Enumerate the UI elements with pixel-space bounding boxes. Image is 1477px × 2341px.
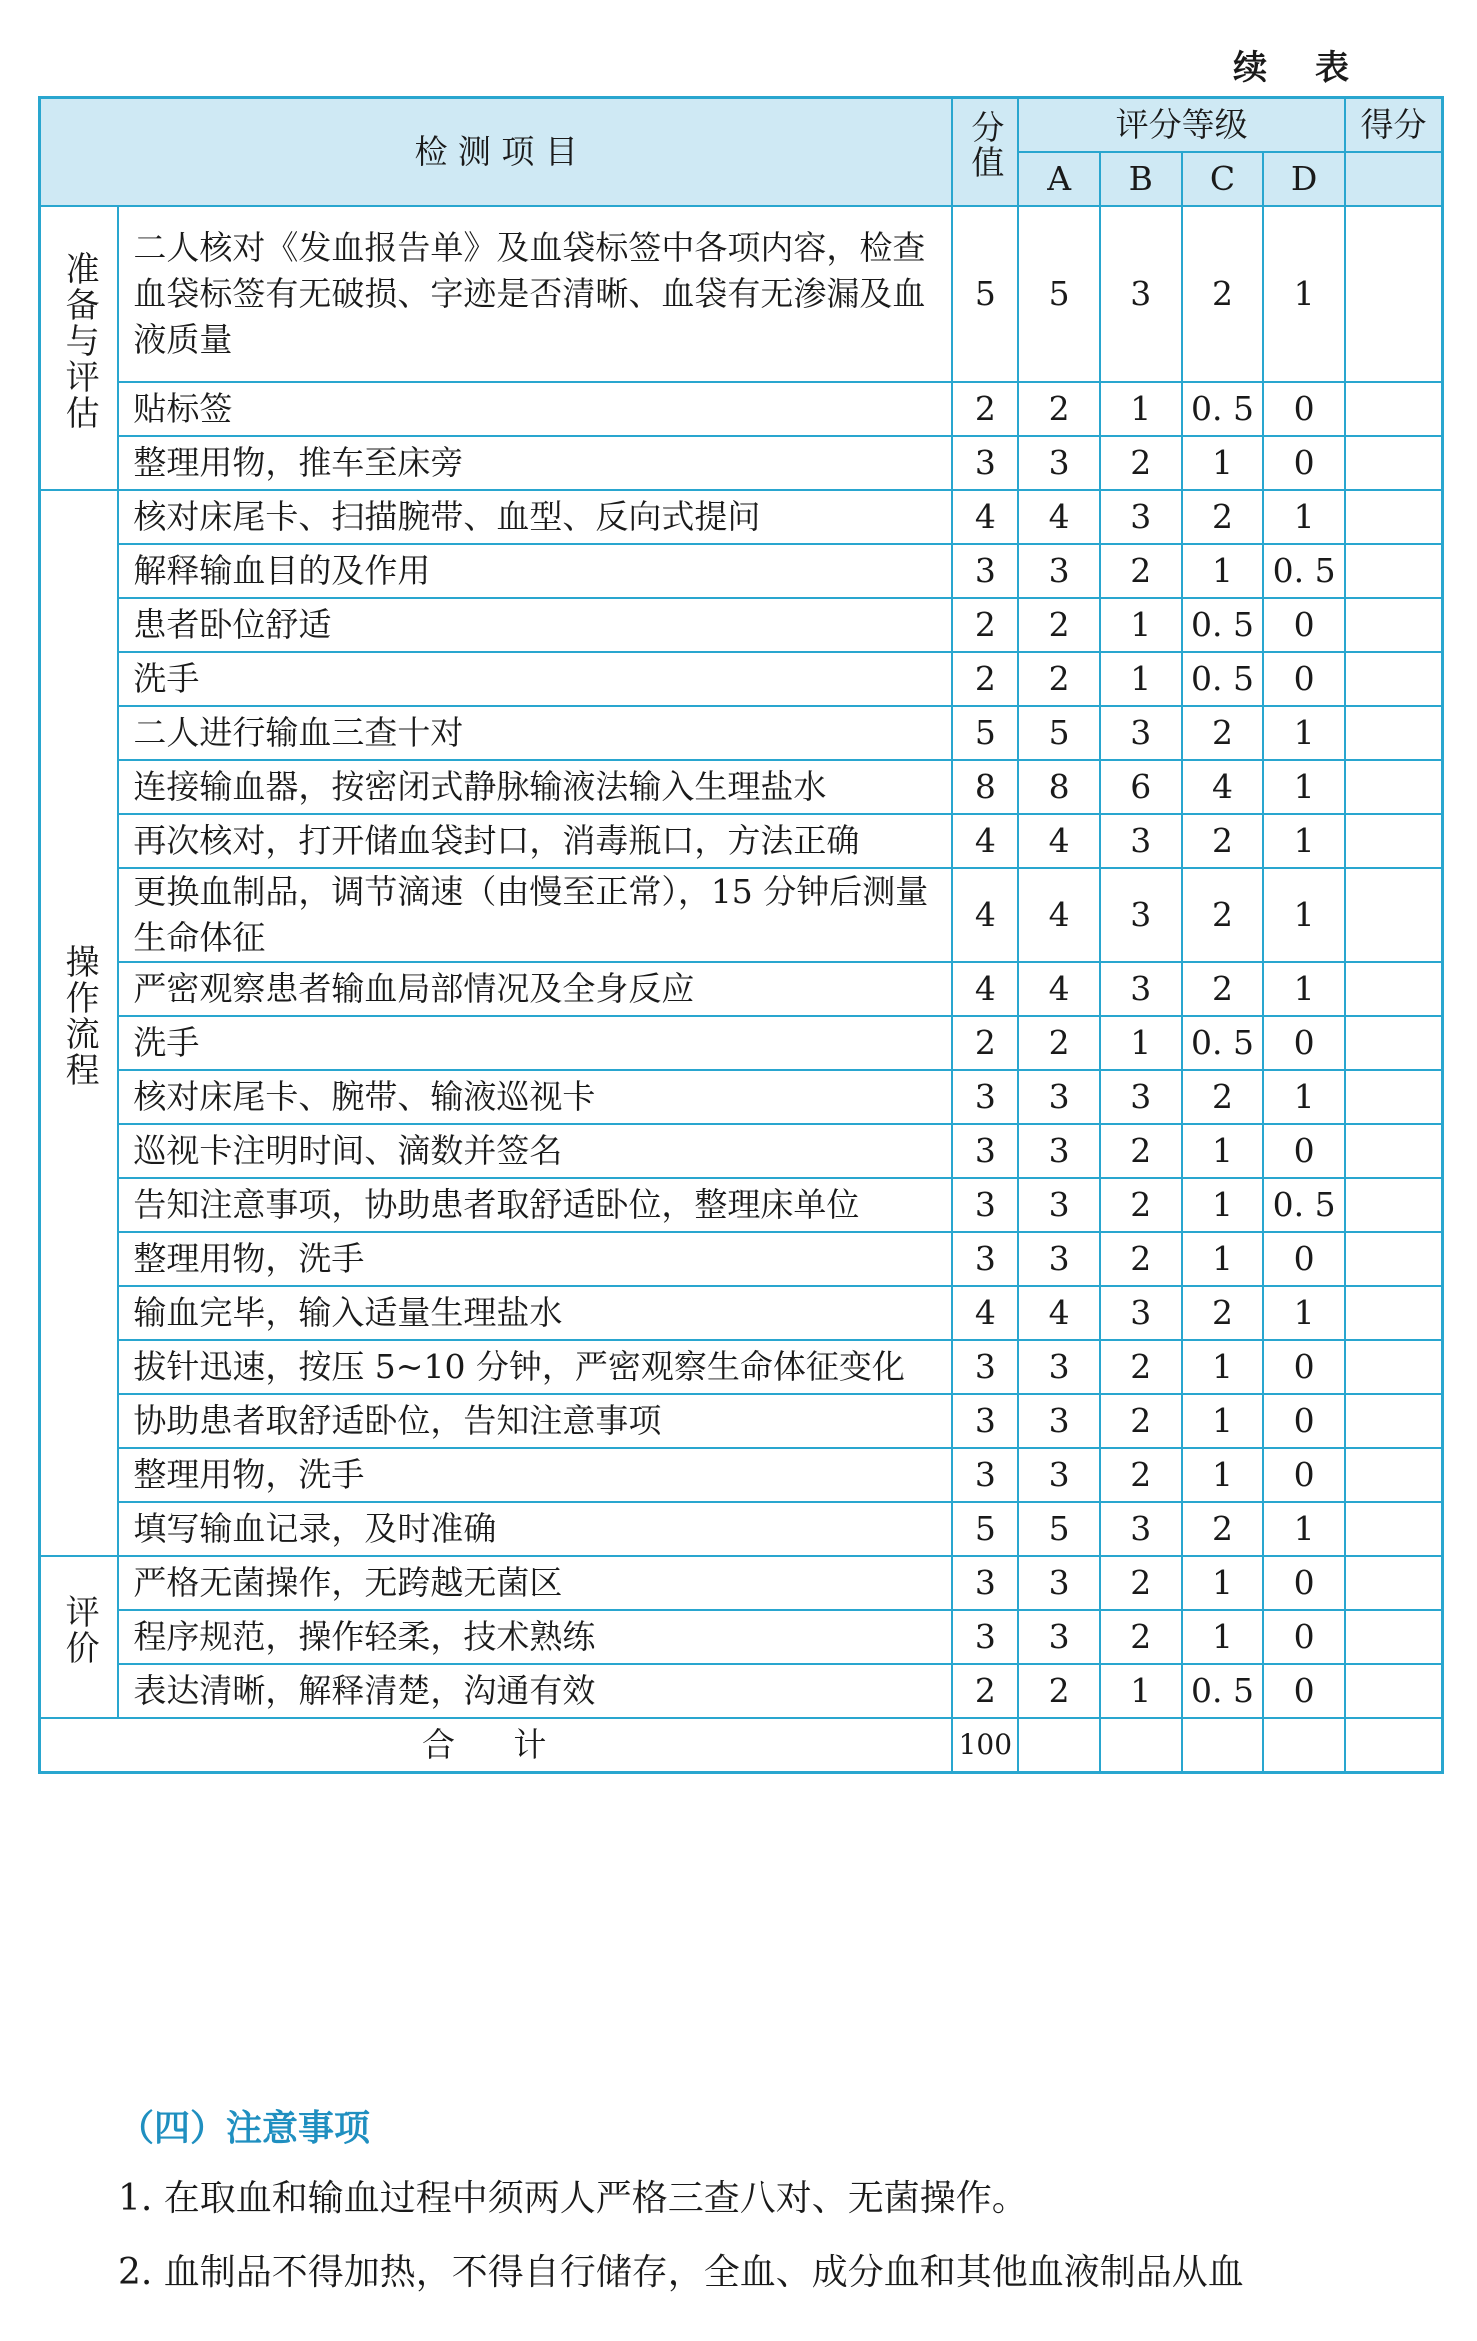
total-c bbox=[1182, 1718, 1264, 1773]
score-cell: 2 bbox=[952, 652, 1018, 706]
got-score-cell[interactable] bbox=[1345, 1394, 1443, 1448]
item-cell: 更换血制品，调节滴速（由慢至正常），15 分钟后测量生命体征 bbox=[118, 868, 952, 962]
grade-a-cell: 5 bbox=[1018, 706, 1100, 760]
grade-a-cell: 3 bbox=[1018, 1556, 1100, 1610]
grade-a-cell: 2 bbox=[1018, 652, 1100, 706]
grade-a-cell: 8 bbox=[1018, 760, 1100, 814]
grade-d-cell: 0. 5 bbox=[1263, 1178, 1345, 1232]
item-cell: 核对床尾卡、腕带、输液巡视卡 bbox=[118, 1070, 952, 1124]
continued-label: 续 表 bbox=[1233, 48, 1367, 88]
grade-c-cell: 2 bbox=[1182, 814, 1264, 868]
grade-b-cell: 2 bbox=[1100, 544, 1182, 598]
grade-c-cell: 1 bbox=[1182, 1394, 1264, 1448]
grade-d-cell: 0 bbox=[1263, 598, 1345, 652]
score-cell: 3 bbox=[952, 544, 1018, 598]
item-cell: 表达清晰，解释清楚，沟通有效 bbox=[118, 1664, 952, 1718]
item-cell: 洗手 bbox=[118, 1016, 952, 1070]
score-cell: 4 bbox=[952, 490, 1018, 544]
header-item: 检 测 项 目 bbox=[40, 98, 953, 207]
grade-a-cell: 4 bbox=[1018, 1286, 1100, 1340]
table-row bbox=[40, 962, 1443, 1016]
grade-c-cell: 1 bbox=[1182, 436, 1264, 490]
score-cell: 3 bbox=[952, 1178, 1018, 1232]
grade-c-cell: 0. 5 bbox=[1182, 382, 1264, 436]
notes-title: （四）注意事项 bbox=[118, 2108, 371, 2149]
grade-c-cell: 2 bbox=[1182, 1286, 1264, 1340]
item-cell: 告知注意事项，协助患者取舒适卧位，整理床单位 bbox=[118, 1178, 952, 1232]
table-body bbox=[40, 206, 1443, 1773]
item-cell: 程序规范，操作轻柔，技术熟练 bbox=[118, 1610, 952, 1664]
note-item-1: 1. 在取血和输血过程中须两人严格三查八对、无菌操作。 bbox=[118, 2178, 1028, 2219]
table-row bbox=[40, 490, 1443, 544]
grade-b-cell: 1 bbox=[1100, 652, 1182, 706]
item-cell: 二人进行输血三查十对 bbox=[118, 706, 952, 760]
grade-b-cell: 2 bbox=[1100, 1340, 1182, 1394]
got-score-cell[interactable] bbox=[1345, 544, 1443, 598]
got-score-cell[interactable] bbox=[1345, 1070, 1443, 1124]
grade-c-cell: 0. 5 bbox=[1182, 1016, 1264, 1070]
grade-d-cell: 1 bbox=[1263, 206, 1345, 382]
grade-b-cell: 3 bbox=[1100, 868, 1182, 962]
header-grade-b: B bbox=[1100, 152, 1182, 206]
grade-c-cell: 1 bbox=[1182, 1448, 1264, 1502]
grade-d-cell: 0 bbox=[1263, 1394, 1345, 1448]
grade-c-cell: 2 bbox=[1182, 1502, 1264, 1556]
got-score-cell[interactable] bbox=[1345, 1556, 1443, 1610]
grade-a-cell: 4 bbox=[1018, 868, 1100, 962]
table-row bbox=[40, 1664, 1443, 1718]
got-score-cell[interactable] bbox=[1345, 206, 1443, 382]
grade-c-cell: 2 bbox=[1182, 1070, 1264, 1124]
grade-c-cell: 1 bbox=[1182, 1556, 1264, 1610]
table-row bbox=[40, 1556, 1443, 1610]
grade-b-cell: 2 bbox=[1100, 1394, 1182, 1448]
grade-b-cell: 3 bbox=[1100, 1502, 1182, 1556]
header-got: 得分 bbox=[1345, 98, 1443, 153]
grade-a-cell: 5 bbox=[1018, 1502, 1100, 1556]
table-row bbox=[40, 1610, 1443, 1664]
got-score-cell[interactable] bbox=[1345, 1286, 1443, 1340]
grade-d-cell: 0 bbox=[1263, 1610, 1345, 1664]
got-score-cell[interactable] bbox=[1345, 490, 1443, 544]
grade-d-cell: 1 bbox=[1263, 706, 1345, 760]
table-row bbox=[40, 706, 1443, 760]
got-score-cell[interactable] bbox=[1345, 382, 1443, 436]
item-cell: 填写输血记录，及时准确 bbox=[118, 1502, 952, 1556]
score-cell: 4 bbox=[952, 814, 1018, 868]
grade-b-cell: 2 bbox=[1100, 436, 1182, 490]
grade-a-cell: 4 bbox=[1018, 962, 1100, 1016]
table-row bbox=[40, 206, 1443, 382]
got-score-cell[interactable] bbox=[1345, 1232, 1443, 1286]
got-score-cell[interactable] bbox=[1345, 1664, 1443, 1718]
header-grade-d: D bbox=[1263, 152, 1345, 206]
grade-c-cell: 0. 5 bbox=[1182, 598, 1264, 652]
grade-c-cell: 1 bbox=[1182, 1178, 1264, 1232]
item-cell: 贴标签 bbox=[118, 382, 952, 436]
table-row bbox=[40, 652, 1443, 706]
table-row bbox=[40, 1340, 1443, 1394]
grade-b-cell: 2 bbox=[1100, 1232, 1182, 1286]
got-score-cell[interactable] bbox=[1345, 760, 1443, 814]
grade-a-cell: 3 bbox=[1018, 1394, 1100, 1448]
item-cell: 整理用物，推车至床旁 bbox=[118, 436, 952, 490]
grade-b-cell: 2 bbox=[1100, 1178, 1182, 1232]
got-score-cell[interactable] bbox=[1345, 1502, 1443, 1556]
grade-c-cell: 1 bbox=[1182, 1124, 1264, 1178]
score-cell: 4 bbox=[952, 1286, 1018, 1340]
grade-b-cell: 3 bbox=[1100, 962, 1182, 1016]
table-row bbox=[40, 1394, 1443, 1448]
score-cell: 3 bbox=[952, 1070, 1018, 1124]
note-item-2: 2. 血制品不得加热，不得自行储存，全血、成分血和其他血液制品从血 bbox=[118, 2252, 1244, 2293]
grade-b-cell: 3 bbox=[1100, 1070, 1182, 1124]
grade-a-cell: 3 bbox=[1018, 544, 1100, 598]
header-grade: 评分等级 bbox=[1018, 98, 1345, 153]
grade-d-cell: 1 bbox=[1263, 1286, 1345, 1340]
item-cell: 二人核对《发血报告单》及血袋标签中各项内容，检查血袋标签有无破损、字迹是否清晰、血袋有无渗漏及血液质量 bbox=[118, 206, 952, 382]
grade-a-cell: 2 bbox=[1018, 1664, 1100, 1718]
score-cell: 3 bbox=[952, 1340, 1018, 1394]
grade-d-cell: 1 bbox=[1263, 814, 1345, 868]
grade-a-cell: 2 bbox=[1018, 382, 1100, 436]
grade-b-cell: 1 bbox=[1100, 382, 1182, 436]
grade-b-cell: 3 bbox=[1100, 206, 1182, 382]
grade-d-cell: 1 bbox=[1263, 868, 1345, 962]
table-row bbox=[40, 1502, 1443, 1556]
header-got-blank bbox=[1345, 152, 1443, 206]
grade-c-cell: 2 bbox=[1182, 490, 1264, 544]
got-score-cell[interactable] bbox=[1345, 1124, 1443, 1178]
score-cell: 8 bbox=[952, 760, 1018, 814]
grade-c-cell: 2 bbox=[1182, 962, 1264, 1016]
got-score-cell[interactable] bbox=[1345, 868, 1443, 962]
got-score-cell[interactable] bbox=[1345, 1340, 1443, 1394]
grade-c-cell: 2 bbox=[1182, 206, 1264, 382]
grade-c-cell: 1 bbox=[1182, 1232, 1264, 1286]
grade-d-cell: 0 bbox=[1263, 1340, 1345, 1394]
got-score-cell[interactable] bbox=[1345, 652, 1443, 706]
score-cell: 3 bbox=[952, 436, 1018, 490]
table-header bbox=[40, 98, 1443, 207]
table-row bbox=[40, 1448, 1443, 1502]
grade-b-cell: 1 bbox=[1100, 1016, 1182, 1070]
section-label: 评价 bbox=[40, 1556, 119, 1718]
got-score-cell[interactable] bbox=[1345, 706, 1443, 760]
grade-a-cell: 3 bbox=[1018, 1340, 1100, 1394]
table-row bbox=[40, 814, 1443, 868]
grade-c-cell: 1 bbox=[1182, 544, 1264, 598]
table-row bbox=[40, 544, 1443, 598]
grade-d-cell: 0 bbox=[1263, 436, 1345, 490]
total-got[interactable] bbox=[1345, 1718, 1443, 1773]
grade-d-cell: 1 bbox=[1263, 1070, 1345, 1124]
score-cell: 3 bbox=[952, 1124, 1018, 1178]
section-label: 操作流程 bbox=[40, 490, 119, 1556]
score-cell: 3 bbox=[952, 1448, 1018, 1502]
table-row bbox=[40, 1286, 1443, 1340]
item-cell: 整理用物，洗手 bbox=[118, 1448, 952, 1502]
grade-a-cell: 3 bbox=[1018, 1178, 1100, 1232]
score-cell: 3 bbox=[952, 1394, 1018, 1448]
scoring-table bbox=[38, 96, 1444, 1774]
total-label: 合 计 bbox=[40, 1718, 953, 1773]
grade-c-cell: 0. 5 bbox=[1182, 652, 1264, 706]
total-a bbox=[1018, 1718, 1100, 1773]
grade-d-cell: 0 bbox=[1263, 382, 1345, 436]
score-cell: 2 bbox=[952, 1016, 1018, 1070]
grade-b-cell: 3 bbox=[1100, 814, 1182, 868]
grade-b-cell: 2 bbox=[1100, 1556, 1182, 1610]
total-row bbox=[40, 1718, 1443, 1773]
grade-b-cell: 2 bbox=[1100, 1124, 1182, 1178]
item-cell: 再次核对，打开储血袋封口，消毒瓶口，方法正确 bbox=[118, 814, 952, 868]
item-cell: 输血完毕，输入适量生理盐水 bbox=[118, 1286, 952, 1340]
item-cell: 拔针迅速，按压 5~10 分钟，严密观察生命体征变化 bbox=[118, 1340, 952, 1394]
grade-d-cell: 0 bbox=[1263, 1124, 1345, 1178]
grade-d-cell: 0. 5 bbox=[1263, 544, 1345, 598]
table-row bbox=[40, 1232, 1443, 1286]
grade-a-cell: 3 bbox=[1018, 1124, 1100, 1178]
table-row bbox=[40, 382, 1443, 436]
score-cell: 2 bbox=[952, 1664, 1018, 1718]
grade-c-cell: 0. 5 bbox=[1182, 1664, 1264, 1718]
got-score-cell[interactable] bbox=[1345, 1610, 1443, 1664]
grade-b-cell: 1 bbox=[1100, 598, 1182, 652]
score-cell: 3 bbox=[952, 1556, 1018, 1610]
item-cell: 洗手 bbox=[118, 652, 952, 706]
item-cell: 核对床尾卡、扫描腕带、血型、反向式提问 bbox=[118, 490, 952, 544]
grade-a-cell: 2 bbox=[1018, 1016, 1100, 1070]
item-cell: 协助患者取舒适卧位，告知注意事项 bbox=[118, 1394, 952, 1448]
grade-a-cell: 3 bbox=[1018, 1070, 1100, 1124]
score-cell: 3 bbox=[952, 1232, 1018, 1286]
grade-c-cell: 2 bbox=[1182, 868, 1264, 962]
score-cell: 5 bbox=[952, 206, 1018, 382]
grade-a-cell: 3 bbox=[1018, 1232, 1100, 1286]
grade-a-cell: 2 bbox=[1018, 598, 1100, 652]
grade-a-cell: 3 bbox=[1018, 436, 1100, 490]
grade-b-cell: 6 bbox=[1100, 760, 1182, 814]
score-cell: 3 bbox=[952, 1610, 1018, 1664]
grade-a-cell: 3 bbox=[1018, 1448, 1100, 1502]
got-score-cell[interactable] bbox=[1345, 436, 1443, 490]
score-cell: 4 bbox=[952, 868, 1018, 962]
grade-d-cell: 0 bbox=[1263, 1664, 1345, 1718]
grade-a-cell: 4 bbox=[1018, 814, 1100, 868]
item-cell: 整理用物，洗手 bbox=[118, 1232, 952, 1286]
table-row bbox=[40, 436, 1443, 490]
score-cell: 2 bbox=[952, 598, 1018, 652]
item-cell: 解释输血目的及作用 bbox=[118, 544, 952, 598]
grade-d-cell: 0 bbox=[1263, 1448, 1345, 1502]
score-cell: 4 bbox=[952, 962, 1018, 1016]
notes-section bbox=[118, 2100, 1448, 2319]
total-score: 100 bbox=[952, 1718, 1018, 1773]
item-cell: 连接输血器，按密闭式静脉输液法输入生理盐水 bbox=[118, 760, 952, 814]
section-label: 准备与评估 bbox=[40, 206, 119, 490]
grade-d-cell: 0 bbox=[1263, 1556, 1345, 1610]
score-cell: 5 bbox=[952, 706, 1018, 760]
total-b bbox=[1100, 1718, 1182, 1773]
total-d bbox=[1263, 1718, 1345, 1773]
item-cell: 巡视卡注明时间、滴数并签名 bbox=[118, 1124, 952, 1178]
grade-b-cell: 2 bbox=[1100, 1448, 1182, 1502]
header-score: 分值 bbox=[952, 98, 1018, 207]
table-row bbox=[40, 868, 1443, 962]
grade-c-cell: 1 bbox=[1182, 1340, 1264, 1394]
table-row bbox=[40, 1070, 1443, 1124]
got-score-cell[interactable] bbox=[1345, 1448, 1443, 1502]
grade-c-cell: 4 bbox=[1182, 760, 1264, 814]
grade-b-cell: 3 bbox=[1100, 706, 1182, 760]
header-grade-c: C bbox=[1182, 152, 1264, 206]
grade-d-cell: 1 bbox=[1263, 1502, 1345, 1556]
grade-d-cell: 1 bbox=[1263, 760, 1345, 814]
grade-d-cell: 0 bbox=[1263, 1232, 1345, 1286]
grade-d-cell: 1 bbox=[1263, 490, 1345, 544]
grade-c-cell: 1 bbox=[1182, 1610, 1264, 1664]
item-cell: 严格无菌操作，无跨越无菌区 bbox=[118, 1556, 952, 1610]
table-row bbox=[40, 1178, 1443, 1232]
grade-a-cell: 5 bbox=[1018, 206, 1100, 382]
table-row bbox=[40, 760, 1443, 814]
header-grade-a: A bbox=[1018, 152, 1100, 206]
score-cell: 2 bbox=[952, 382, 1018, 436]
grade-b-cell: 3 bbox=[1100, 1286, 1182, 1340]
got-score-cell[interactable] bbox=[1345, 1178, 1443, 1232]
got-score-cell[interactable] bbox=[1345, 1016, 1443, 1070]
grade-d-cell: 1 bbox=[1263, 962, 1345, 1016]
grade-b-cell: 1 bbox=[1100, 1664, 1182, 1718]
got-score-cell[interactable] bbox=[1345, 598, 1443, 652]
score-cell: 5 bbox=[952, 1502, 1018, 1556]
grade-c-cell: 2 bbox=[1182, 706, 1264, 760]
grade-b-cell: 3 bbox=[1100, 490, 1182, 544]
grade-d-cell: 0 bbox=[1263, 1016, 1345, 1070]
item-cell: 严密观察患者输血局部情况及全身反应 bbox=[118, 962, 952, 1016]
grade-d-cell: 0 bbox=[1263, 652, 1345, 706]
got-score-cell[interactable] bbox=[1345, 814, 1443, 868]
table-row bbox=[40, 1016, 1443, 1070]
grade-a-cell: 3 bbox=[1018, 1610, 1100, 1664]
got-score-cell[interactable] bbox=[1345, 962, 1443, 1016]
table-row bbox=[40, 1124, 1443, 1178]
item-cell: 患者卧位舒适 bbox=[118, 598, 952, 652]
table-row bbox=[40, 598, 1443, 652]
grade-b-cell: 2 bbox=[1100, 1610, 1182, 1664]
grade-a-cell: 4 bbox=[1018, 490, 1100, 544]
